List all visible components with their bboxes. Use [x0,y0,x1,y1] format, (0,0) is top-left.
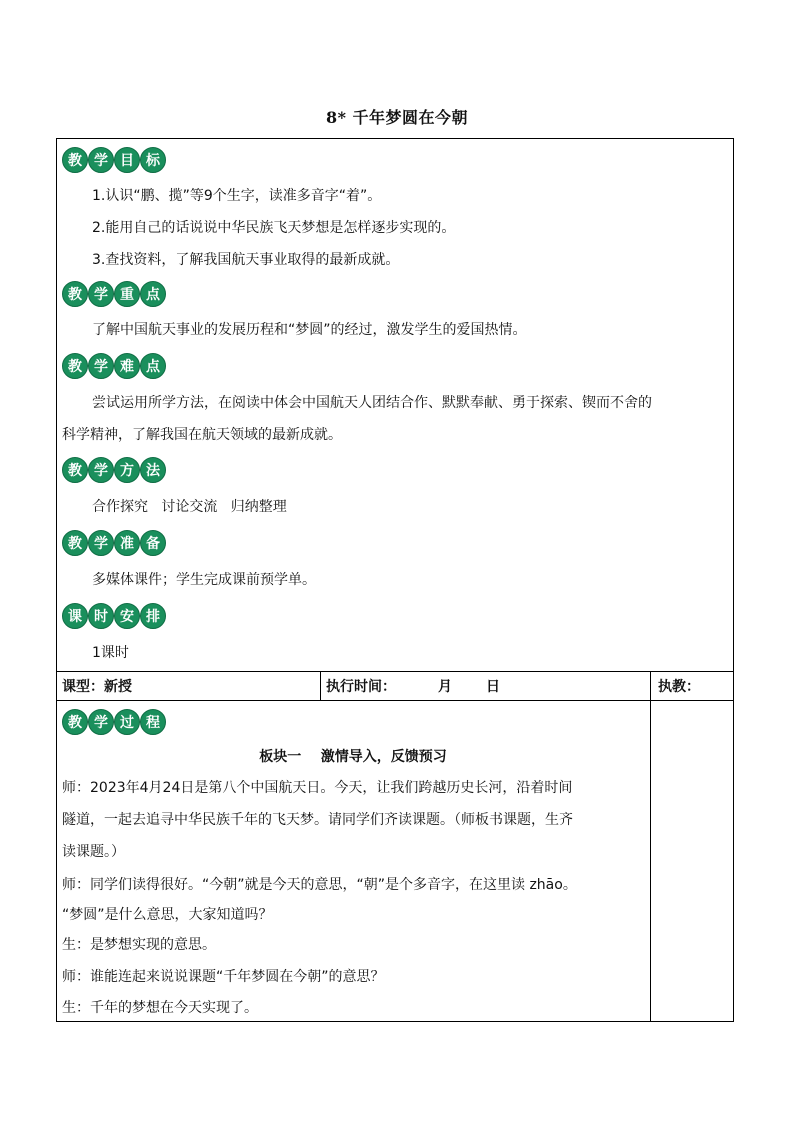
difficult-text-line1: 尝试运用所学方法，在阅读中体会中国航天人团结合作、默默奉献、勇于探索、锲而不舍的 [92,395,652,411]
process-line: “梦圆”是什么意思，大家知道吗？ [62,907,273,923]
section-badge-process: 教 学 过 程 [62,709,166,735]
goal-item: 3.查找资料，了解我国航天事业取得的最新成就。 [92,252,400,268]
goal-item: 1.认识“鹏、揽”等9个生字，读准多音字“着”。 [92,188,382,204]
process-line: 师：谁能连起来说说课题“千年梦圆在今朝”的意思？ [62,969,385,985]
exec-time-day: 日 [486,679,500,695]
section-badge-schedule: 课 时 安 排 [62,603,166,629]
schedule-text: 1课时 [92,645,129,661]
process-line: 师：2023年4月24日是第八个中国航天日。今天，让我们跨越历史长河，沿着时间 [62,780,573,796]
method-text: 合作探究 讨论交流 归纳整理 [92,499,287,515]
section-badge-difficult: 教 学 难 点 [62,353,166,379]
section-badge-method: 教 学 方 法 [62,457,166,483]
col-divider-2 [650,671,651,1022]
process-line: 读课题。） [62,844,125,860]
course-type: 课型：新授 [62,679,132,695]
prep-text: 多媒体课件；学生完成课前预学单。 [92,572,316,588]
row-divider-bottom [56,700,734,701]
section-badge-key: 教 学 重 点 [62,281,166,307]
difficult-text-line2: 科学精神，了解我国在航天领域的最新成就。 [62,427,342,443]
process-line: 生：千年的梦想在今天实现了。 [62,1000,258,1016]
lesson-title: 8* 千年梦圆在今朝 [325,108,469,127]
block-title: 板块一 激情导入，反馈预习 [259,749,447,765]
process-line: 师：同学们读得很好。“今朝”就是今天的意思，“朝”是个多音字，在这里读 zhāo。 [62,877,577,893]
exec-time-label: 执行时间： [326,679,396,695]
key-point-text: 了解中国航天事业的发展历程和“梦圆”的经过，激发学生的爱国热情。 [92,322,527,338]
process-line: 生：是梦想实现的意思。 [62,937,216,953]
teacher-label: 执教： [658,679,700,695]
exec-time-month: 月 [438,679,452,695]
col-divider-1 [320,671,321,701]
section-badge-goals: 教 学 目 标 [62,147,166,173]
row-divider-top [56,671,734,672]
goal-item: 2.能用自己的话说说中华民族飞天梦想是怎样逐步实现的。 [92,220,456,236]
process-line: 隧道，一起去追寻中华民族千年的飞天梦。请同学们齐读课题。（师板书课题，生齐 [62,812,573,828]
section-badge-prep: 教 学 准 备 [62,530,166,556]
